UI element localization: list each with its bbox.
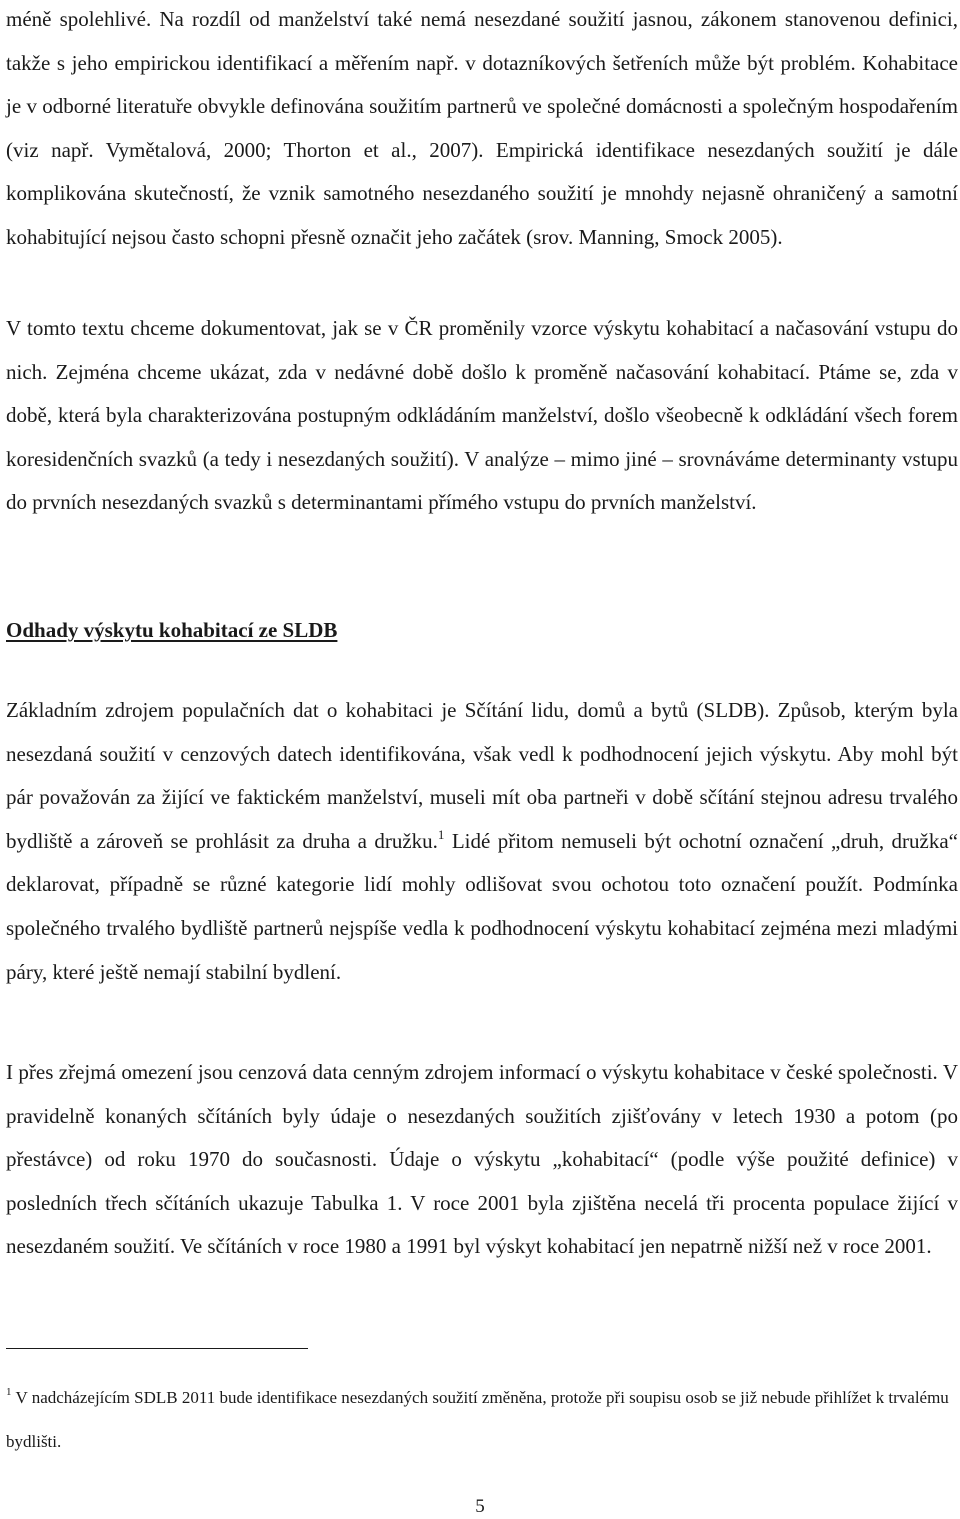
footnote-text: V nadcházejícím SDLB 2011 bude identifikace nesezdaných soužití změněna, protože při soupisu osob se již nebude přihlížet k trvalému bydlišti. [6, 1388, 949, 1451]
paragraph-4: I přes zřejmá omezení jsou cenzová data cenným zdrojem informací o výskytu kohabitace v české společnosti. V pravidelně konaných sčítáních byly údaje o nesezdaných soužitích zjišťovány v letech 1930 a potom (po přestávce) od roku 1970 do současnosti. Údaje o výskytu „kohabitací“ (podle výše použité definice) v posledních třech sčítáních ukazuje Tabulka 1. V roce 2001 byla zjištěna necelá tři procenta populace žijící v nesezdaném soužití. Ve sčítáních v roce 1980 a 1991 byl výskyt kohabitací jen nepatrně nižší než v roce 2001. [6, 1060, 958, 1259]
footnote [6, 1376, 956, 1464]
paragraph-1: méně spolehlivé. Na rozdíl od manželství také nemá nesezdané soužití jasnou, zákonem stanovenou definici, takže s jeho empirickou identifikací a měřením např. v dotazníkových šetřeních může být problém. Kohabitace je v odborné literatuře obvykle definována soužitím partnerů ve společné domácnosti a společným hospodařením (viz např. Vymětalová, 2000; Thorton et al., 2007). Empirická identifikace nesezdaných soužití je dále komplikována skutečností, že vznik samotného nesezdaného soužití je mnohdy nejasně ohraničený a samotní kohabitující nejsou často schopni přesně označit jeho začátek (srov. Manning, Smock 2005). [6, 7, 958, 249]
footnote-reference-1[interactable]: 1 [437, 826, 445, 842]
page-number: 5 [475, 1496, 485, 1517]
footnote-divider [6, 1348, 308, 1349]
paragraph-3 [6, 689, 958, 994]
paragraph-2: V tomto textu chceme dokumentovat, jak se v ČR proměnily vzorce výskytu kohabitací a načasování vstupu do nich. Zejména chceme ukázat, zda v nedávné době došlo k proměně načasování kohabitací. Ptáme se, zda v době, která byla charakterizována postupným odkládáním manželství, došlo všeobecně k odkládání všech forem koresidenčních svazků (a tedy i nesezdaných soužití). V analýze – mimo jiné – srovnáváme determinanty vstupu do prvních nesezdaných svazků s determinantami přímého vstupu do prvních manželství. [6, 316, 958, 515]
paragraph-3-text-after-note: Lidé přitom nemuseli být ochotní označení „druh, družka“ deklarovat, případně se různé kategorie lidí mohly odlišovat svou ochotou toto označení použít. Podmínka společného trvalého bydliště partnerů nejspíše vedla k podhodnocení výskytu kohabitací zejména mezi mladými páry, které ještě nemají stabilní bydlení. [6, 828, 958, 984]
footnote-marker: 1 [6, 1386, 12, 1398]
paragraph-3-text-before-note: Základním zdrojem populačních dat o kohabitaci je Sčítání lidu, domů a bytů (SLDB). Způsob, kterým byla nesezdaná soužití v cenzových datech identifikována, však vedl k podhodnocení jejich výskytu. Aby mohl být pár považován za žijící ve faktickém manželství, museli mít oba partneři v době sčítání stejnou adresu trvalého bydliště a zároveň se prohlásit za druha a družku. [6, 698, 958, 853]
section-heading: Odhady výskytu kohabitací ze SLDB [6, 618, 338, 642]
